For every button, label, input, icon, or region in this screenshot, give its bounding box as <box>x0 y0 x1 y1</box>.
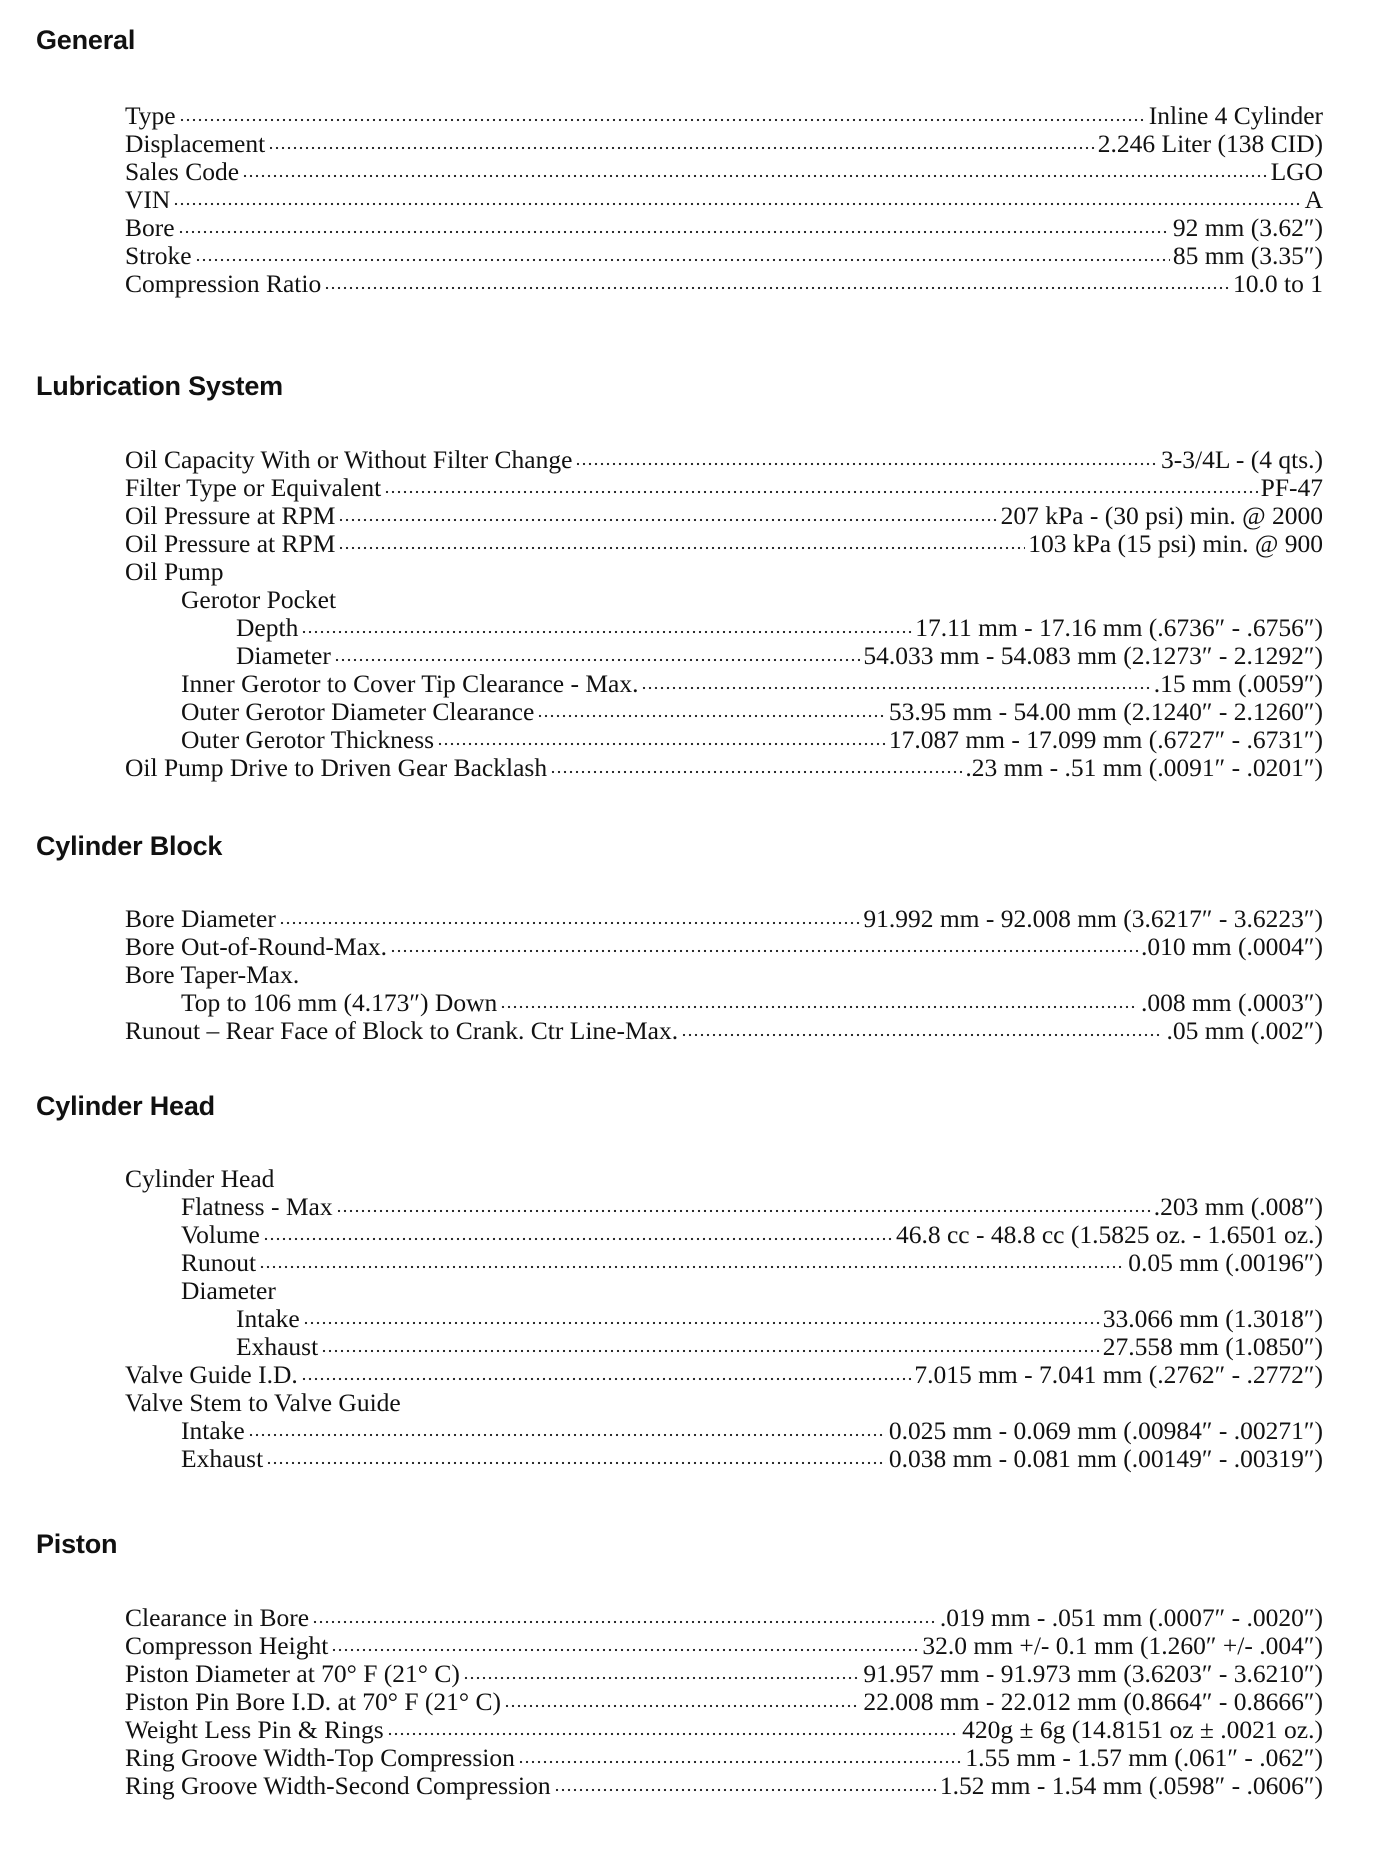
spec-value: 1.52 mm - 1.54 mm (.0598″ - .0606″) <box>939 1771 1323 1800</box>
spec-value: 2.246 Liter (138 CID) <box>1097 129 1323 158</box>
dot-leader <box>437 742 886 746</box>
spec-label: Oil Pressure at RPM <box>125 501 336 530</box>
spec-label: Sales Code <box>125 157 240 186</box>
spec-value: 207 kPa - (30 psi) min. @ 2000 <box>1000 501 1323 530</box>
spec-row <box>125 558 1323 586</box>
spec-value: 92 mm (3.62″) <box>1172 213 1323 242</box>
spec-value: .203 mm (.008″) <box>1153 1192 1323 1221</box>
spec-value: .019 mm - .051 mm (.0007″ - .0020″) <box>939 1603 1323 1632</box>
dot-leader <box>518 1760 962 1764</box>
spec-row <box>125 1389 1323 1417</box>
spec-row <box>125 158 1323 186</box>
spec-label: Ring Groove Width-Top Compression <box>125 1743 515 1772</box>
spec-label: Bore Diameter <box>125 904 276 933</box>
spec-label: Intake <box>181 1416 245 1445</box>
spec-list <box>125 1604 1323 1800</box>
spec-row <box>125 1744 1323 1772</box>
dot-leader <box>384 490 1257 494</box>
spec-value: 33.066 mm (1.3018″) <box>1102 1304 1323 1333</box>
spec-label: Intake <box>236 1304 300 1333</box>
spec-label: Depth <box>236 613 299 642</box>
spec-label: Oil Pump Drive to Driven Gear Backlash <box>125 753 548 782</box>
spec-list <box>125 905 1323 1045</box>
spec-row <box>125 642 1323 670</box>
spec-label: Valve Guide I.D. <box>125 1360 298 1389</box>
spec-label: Runout <box>181 1248 257 1277</box>
spec-value: 46.8 cc - 48.8 cc (1.5825 oz. - 1.6501 oz.) <box>895 1220 1323 1249</box>
spec-row <box>125 1445 1323 1473</box>
spec-row <box>125 186 1323 214</box>
spec-row <box>125 1165 1323 1193</box>
dot-leader <box>242 174 1268 178</box>
spec-value: 0.038 mm - 0.081 mm (.00149″ - .00319″) <box>888 1444 1323 1473</box>
spec-label: Top to 106 mm (4.173″) Down <box>181 988 498 1017</box>
spec-label: Volume <box>181 1220 260 1249</box>
spec-row <box>125 933 1323 961</box>
spec-value: .23 mm - .51 mm (.0091″ - .0201″) <box>965 753 1323 782</box>
spec-row <box>125 614 1323 642</box>
dot-leader <box>338 546 1025 550</box>
spec-value: Inline 4 Cylinder <box>1148 101 1323 130</box>
spec-label: Compression Ratio <box>125 269 322 298</box>
spec-value: PF-47 <box>1260 473 1323 502</box>
spec-label: Weight Less Pin & Rings <box>125 1715 384 1744</box>
section-heading: Cylinder Block <box>36 831 223 861</box>
spec-label: Inner Gerotor to Cover Tip Clearance - Max. <box>181 669 639 698</box>
spec-row <box>125 270 1323 298</box>
spec-label: Runout – Rear Face of Block to Crank. Ctr Line-Max. <box>125 1016 679 1045</box>
spec-row <box>125 446 1323 474</box>
dot-leader <box>338 518 997 522</box>
spec-label: Ring Groove Width-Second Compression <box>125 1771 551 1800</box>
dot-leader <box>681 1033 1163 1037</box>
dot-leader <box>324 286 1230 290</box>
spec-row <box>125 1333 1323 1361</box>
dot-leader <box>301 630 912 634</box>
spec-row <box>125 214 1323 242</box>
spec-value: .010 mm (.0004″) <box>1140 932 1323 961</box>
dot-leader <box>334 658 860 662</box>
spec-row <box>125 474 1323 502</box>
spec-label: Clearance in Bore <box>125 1603 310 1632</box>
spec-row <box>125 1417 1323 1445</box>
spec-row <box>125 1305 1323 1333</box>
spec-value: 32.0 mm +/- 0.1 mm (1.260″ +/- .004″) <box>922 1631 1323 1660</box>
spec-row <box>125 242 1323 270</box>
dot-leader <box>266 1461 886 1465</box>
section-heading: Lubrication System <box>36 371 283 401</box>
spec-label: Outer Gerotor Diameter Clearance <box>181 697 535 726</box>
spec-value: 10.0 to 1 <box>1233 269 1323 298</box>
dot-leader <box>321 1349 1100 1353</box>
spec-row <box>125 130 1323 158</box>
spec-row <box>125 102 1323 130</box>
spec-value: 91.992 mm - 92.008 mm (3.6217″ - 3.6223″) <box>863 904 1323 933</box>
spec-value: .05 mm (.002″) <box>1166 1016 1323 1045</box>
dot-leader <box>248 1433 886 1437</box>
dot-leader <box>500 1005 1138 1009</box>
spec-row <box>125 1017 1323 1045</box>
dot-leader <box>312 1620 937 1624</box>
spec-value: 54.033 mm - 54.083 mm (2.1273″ - 2.1292″) <box>863 641 1323 670</box>
spec-label: Diameter <box>236 641 331 670</box>
spec-label: Diameter <box>181 1276 276 1305</box>
spec-label: Valve Stem to Valve Guide <box>125 1388 401 1417</box>
spec-value: LGO <box>1270 157 1323 186</box>
dot-leader <box>195 258 1170 262</box>
spec-row <box>125 1772 1323 1800</box>
spec-value: 0.05 mm (.00196″) <box>1128 1248 1323 1277</box>
spec-label: Type <box>125 101 176 130</box>
dot-leader <box>575 462 1158 466</box>
spec-row <box>125 1604 1323 1632</box>
spec-row <box>125 1632 1323 1660</box>
spec-row <box>125 530 1323 558</box>
spec-value: 7.015 mm - 7.041 mm (.2762″ - .2772″) <box>914 1360 1323 1389</box>
spec-row <box>125 1361 1323 1389</box>
dot-leader <box>336 1209 1151 1213</box>
spec-label: Flatness - Max <box>181 1192 333 1221</box>
spec-label: Oil Capacity With or Without Filter Change <box>125 445 573 474</box>
spec-row <box>125 1221 1323 1249</box>
section-heading: Cylinder Head <box>36 1091 215 1121</box>
section-heading: Piston <box>36 1529 118 1559</box>
spec-list <box>125 1165 1323 1473</box>
spec-row <box>125 754 1323 782</box>
spec-row <box>125 1688 1323 1716</box>
section-heading: General <box>36 25 136 55</box>
spec-label: Outer Gerotor Thickness <box>181 725 435 754</box>
dot-leader <box>550 770 962 774</box>
dot-leader <box>504 1704 860 1708</box>
dot-leader <box>554 1788 937 1792</box>
spec-value: 17.087 mm - 17.099 mm (.6727″ - .6731″) <box>888 725 1323 754</box>
spec-row <box>125 1660 1323 1688</box>
spec-label: Stroke <box>125 241 192 270</box>
spec-value: 103 kPa (15 psi) min. @ 900 <box>1028 529 1323 558</box>
spec-value: 22.008 mm - 22.012 mm (0.8664″ - 0.8666″) <box>863 1687 1323 1716</box>
spec-label: Compresson Height <box>125 1631 329 1660</box>
dot-leader <box>537 714 886 718</box>
spec-label: Piston Diameter at 70° F (21° C) <box>125 1659 460 1688</box>
spec-row <box>125 1277 1323 1305</box>
dot-leader <box>173 202 1301 206</box>
spec-row <box>125 502 1323 530</box>
dot-leader <box>263 1237 893 1241</box>
spec-label: Bore <box>125 213 175 242</box>
spec-value: 27.558 mm (1.0850″) <box>1102 1332 1323 1361</box>
spec-row <box>125 698 1323 726</box>
dot-leader <box>178 230 1170 234</box>
spec-label: Bore Taper-Max. <box>125 960 300 989</box>
spec-row <box>125 989 1323 1017</box>
spec-row <box>125 961 1323 989</box>
spec-row <box>125 1193 1323 1221</box>
spec-value: 53.95 mm - 54.00 mm (2.1240″ - 2.1260″) <box>888 697 1323 726</box>
spec-label: VIN <box>125 185 171 214</box>
dot-leader <box>303 1321 1100 1325</box>
dot-leader <box>387 1732 960 1736</box>
spec-value: 0.025 mm - 0.069 mm (.00984″ - .00271″) <box>888 1416 1323 1445</box>
dot-leader <box>301 1377 912 1381</box>
spec-row <box>125 586 1323 614</box>
spec-value: .15 mm (.0059″) <box>1153 669 1323 698</box>
spec-label: Cylinder Head <box>125 1164 275 1193</box>
spec-label: Oil Pressure at RPM <box>125 529 336 558</box>
spec-value: 85 mm (3.35″) <box>1172 241 1323 270</box>
spec-value: 420g ± 6g (14.8151 oz ± .0021 oz.) <box>962 1715 1323 1744</box>
spec-list <box>125 102 1323 298</box>
dot-leader <box>390 949 1138 953</box>
spec-row <box>125 1716 1323 1744</box>
spec-row <box>125 670 1323 698</box>
dot-leader <box>641 686 1150 690</box>
spec-row <box>125 1249 1323 1277</box>
spec-label: Gerotor Pocket <box>181 585 337 614</box>
spec-value: .008 mm (.0003″) <box>1140 988 1323 1017</box>
spec-value: A <box>1304 185 1323 214</box>
spec-value: 91.957 mm - 91.973 mm (3.6203″ - 3.6210″) <box>863 1659 1323 1688</box>
spec-label: Bore Out-of-Round-Max. <box>125 932 388 961</box>
dot-leader <box>331 1648 919 1652</box>
spec-value: 1.55 mm - 1.57 mm (.061″ - .062″) <box>965 1743 1323 1772</box>
spec-value: 3-3/4L - (4 qts.) <box>1161 445 1323 474</box>
spec-label: Displacement <box>125 129 266 158</box>
spec-label: Exhaust <box>236 1332 319 1361</box>
spec-row <box>125 905 1323 933</box>
dot-leader <box>463 1676 860 1680</box>
dot-leader <box>268 146 1095 150</box>
dot-leader <box>279 921 861 925</box>
spec-label: Filter Type or Equivalent <box>125 473 382 502</box>
spec-label: Oil Pump <box>125 557 224 586</box>
dot-leader <box>179 118 1146 122</box>
spec-list <box>125 446 1323 782</box>
dot-leader <box>259 1265 1125 1269</box>
spec-value: 17.11 mm - 17.16 mm (.6736″ - .6756″) <box>915 613 1323 642</box>
spec-label: Exhaust <box>181 1444 264 1473</box>
spec-label: Piston Pin Bore I.D. at 70° F (21° C) <box>125 1687 501 1716</box>
spec-row <box>125 726 1323 754</box>
